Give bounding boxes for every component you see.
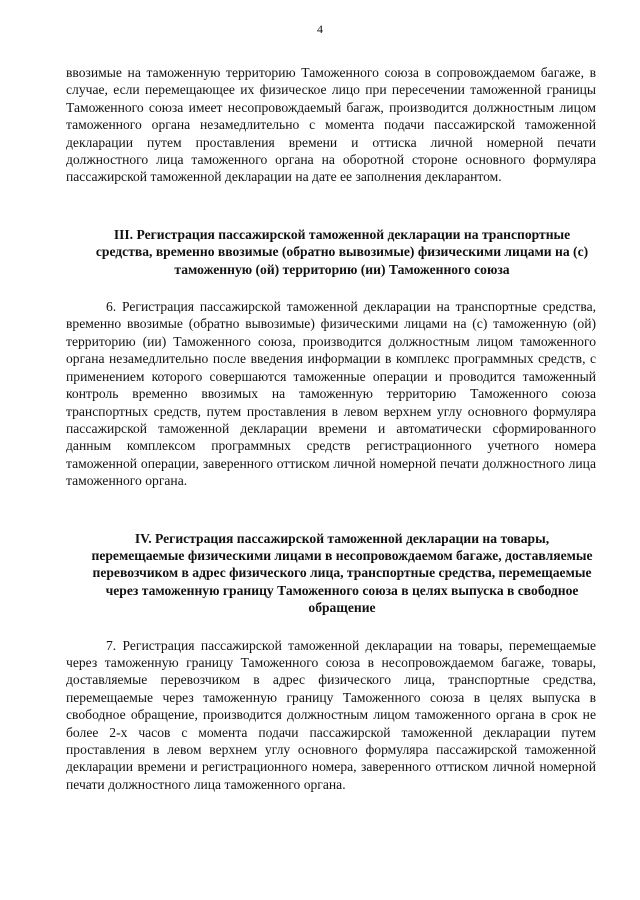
- paragraph-6: 6. Регистрация пассажирской таможенной декларации на транспортные средства, временно ввозимые (обратно вывозимые) физическими лицами на (с) таможенную (ой) территорию (ии) Таможенного союза, производится должностным лицом таможенного органа незамедлительно после введения информации в комплекс программных средств, с применением которого совершаются таможенные операции и проводится таможенный контроль временно ввозимых на таможенную территорию Таможенного союза транспортных средств, путем проставления в левом верхнем углу основного формуляра пассажирской таможенной декларации времени и автоматически сформированного данным комплексом программных средств регистрационного учетного номера таможенной операции, заверенного оттиском личной номерной печати должностного лица таможенного органа.: [66, 299, 596, 489]
- paragraph-continuation: ввозимые на таможенную территорию Таможенного союза в сопровождаемом багаже, в случае, если перемещающее их физическое лицо при пересечении таможенной границы Таможенного союза имеет несопровождаемый багаж, производится должностным лицом таможенного органа незамедлительно с момента подачи пассажирской таможенной декларации путем проставления времени и оттиска личной номерной печати должностного лица таможенного органа на оборотной стороне основного формуляра пассажирской таможенной декларации на дате ее заполнения декларантом.: [66, 65, 596, 185]
- paragraph-7: 7. Регистрация пассажирской таможенной декларации на товары, перемещаемые через таможенную границу Таможенного союза в несопровождаемом багаже, товары, доставляемые перевозчиком в адрес физического лица, транспортные средства, перемещаемые через таможенную границу Таможенного союза в целях выпуска в свободное обращение, производится должностным лицом таможенного органа в срок не более 2-х часов с момента подачи пассажирской таможенной декларации путем проставления в левом верхнем углу основного формуляра пассажирской таможенной декларации времени и регистрационного номера, заверенного оттиском личной номерной печати должностного лица таможенного органа.: [66, 637, 596, 792]
- page-number: 4: [317, 22, 323, 36]
- page-content: [66, 64, 596, 793]
- section-4-heading: IV. Регистрация пассажирской таможенной декларации на товары, перемещаемые физическими лицами в несопровождаемом багаже, доставляемые перевозчиком в адрес физического лица, транспортные средства, перемещаемые через таможенную границу Таможенного союза в целях выпуска в свободное обращение: [91, 530, 593, 616]
- section-3-heading: III. Регистрация пассажирской таможенной декларации на транспортные средства, временно ввозимые (обратно вывозимые) физическими лицами на (с) таможенную (ой) территорию (ии) Таможенного союза: [95, 226, 589, 277]
